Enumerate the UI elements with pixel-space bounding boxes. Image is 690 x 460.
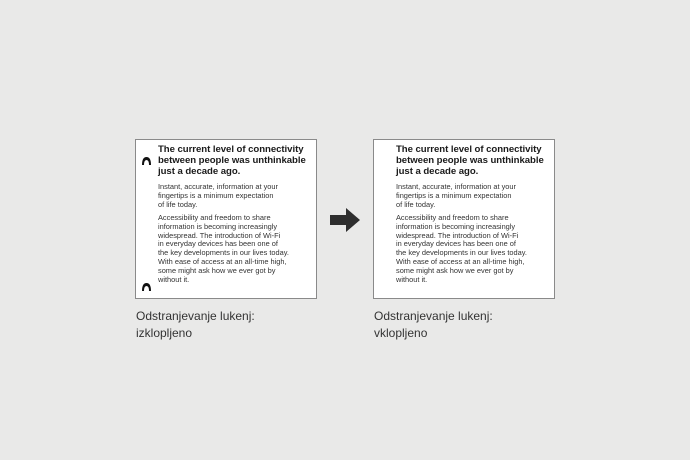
caption-after <box>374 308 493 342</box>
caption-setting-label: Odstranjevanje lukenj: <box>374 309 493 323</box>
caption-setting-value: vklopljeno <box>374 326 428 340</box>
document-heading: The current level of connectivity between people was unthinkable just a decade ago. <box>158 144 306 177</box>
punch-hole-arc-icon <box>141 282 152 292</box>
caption-before <box>136 308 255 342</box>
document-paragraph-2: Accessibility and freedom to share information is becoming increasingly widespread. The introduction of Wi-Fi in everyday devices has been one of the key developments in our lives today. With ease of access at an all-time high, some might ask how we ever got by without it. <box>158 212 289 285</box>
document-preview-after <box>373 139 555 299</box>
document-paragraph-1: Instant, accurate, information at your fingertips is a minimum expectation of life today. <box>396 182 516 209</box>
caption-setting-label: Odstranjevanje lukenj: <box>136 309 255 323</box>
document-paragraph-1: Instant, accurate, information at your fingertips is a minimum expectation of life today. <box>158 182 278 209</box>
document-paragraph-2: Accessibility and freedom to share information is becoming increasingly widespread. The introduction of Wi-Fi in everyday devices has been one of the key developments in our lives today. With ease of access at an all-time high, some might ask how we ever got by without it. <box>396 212 527 285</box>
punch-hole-arc-icon <box>141 156 152 166</box>
caption-setting-value: izklopljeno <box>136 326 193 340</box>
document-preview-before <box>135 139 317 299</box>
document-heading: The current level of connectivity between people was unthinkable just a decade ago. <box>396 144 544 177</box>
arrow-right-icon <box>329 207 361 233</box>
